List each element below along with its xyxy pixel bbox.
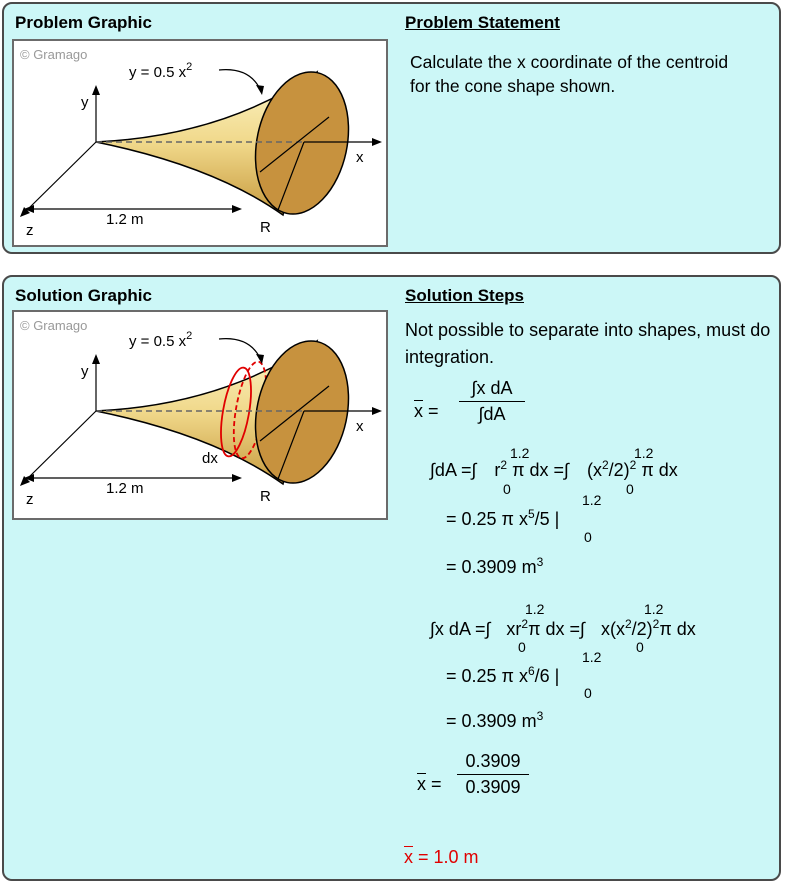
xdA-result: = 0.3909 $m^3$	[446, 709, 544, 731]
dx-label: dx	[202, 450, 218, 467]
cone-diagram	[14, 41, 386, 245]
copyright-text: © Gramago	[20, 47, 88, 62]
xdA-limit-lower-1: 0	[518, 639, 526, 655]
problem-graphic-title: Problem Graphic	[15, 13, 152, 32]
xdA-limit-upper-1: 1.2	[525, 601, 545, 617]
xdA-integral: ∫x dA =∫ $xr^2\pi$ dx =∫ $x(x^2/2)^2\pi$ dx	[430, 617, 696, 639]
y-axis-label: y	[81, 363, 89, 380]
xdA-limit-lower-2: 0	[636, 639, 644, 655]
dA-limit-upper-1: 1.2	[510, 445, 530, 461]
final-answer-text: $\overline{x} = 1.0$ m	[404, 847, 479, 867]
problem-statement-title: Problem Statement	[405, 13, 560, 32]
x-axis-label: x	[356, 149, 364, 166]
radius-label: R	[260, 219, 271, 236]
z-axis-label: z	[26, 491, 34, 508]
xbar-ratio-lhs: $\overline{x}$ =	[417, 774, 442, 794]
dA-eval-upper: 1.2	[582, 492, 602, 508]
length-label: 1.2 m	[106, 480, 144, 497]
dA-result: = 0.3909 $m^3$	[446, 555, 544, 577]
curve-label: y = 0.5 $x^2$	[129, 61, 193, 81]
cone-diagram-with-slice	[14, 312, 386, 518]
problem-panel	[2, 2, 781, 254]
dA-eval-lower: 0	[584, 529, 592, 545]
solution-graphic	[12, 310, 388, 520]
final-answer	[404, 847, 479, 868]
problem-graphic	[12, 39, 388, 247]
xbar-formula-lhs: $\overline{x}$ =	[414, 401, 439, 421]
xdA-evaluation: = 0.25 π $x^6/6$ |	[446, 664, 560, 686]
solution-graphic-title: Solution Graphic	[15, 286, 152, 305]
xdA-eval-upper: 1.2	[582, 649, 602, 665]
dA-limit-upper-2: 1.2	[634, 445, 654, 461]
problem-statement-text: Calculate the x coordinate of the centroid for the cone shape shown.	[410, 52, 729, 96]
z-axis-label: z	[26, 222, 34, 239]
dA-limit-lower-1: 0	[503, 481, 511, 497]
y-axis-label: y	[81, 94, 89, 111]
z-axis-line	[24, 142, 96, 213]
solution-steps-title: Solution Steps	[405, 286, 524, 305]
dA-integral: ∫dA =∫ $r^2$ π dx =∫ $(x^2/2)^2$ π dx	[430, 458, 678, 480]
curve-label: y = 0.5 $x^2$	[129, 330, 193, 350]
xdA-eval-lower: 0	[584, 685, 592, 701]
xdA-limit-upper-2: 1.2	[644, 601, 664, 617]
radius-label: R	[260, 488, 271, 505]
dA-limit-lower-2: 0	[626, 481, 634, 497]
solution-panel	[2, 275, 781, 881]
copyright-text: © Gramago	[20, 318, 88, 333]
length-label: 1.2 m	[106, 211, 144, 228]
solution-intro: Not possible to separate into shapes, must do integration.	[405, 320, 771, 367]
xbar-formula-fraction: ∫x dA ∫dA	[459, 378, 525, 425]
xbar-ratio-fraction: 0.3909 0.3909	[457, 751, 529, 798]
z-axis-line	[24, 411, 96, 482]
x-axis-label: x	[356, 418, 364, 435]
dA-evaluation: = 0.25 π $x^5/5$ |	[446, 507, 560, 529]
